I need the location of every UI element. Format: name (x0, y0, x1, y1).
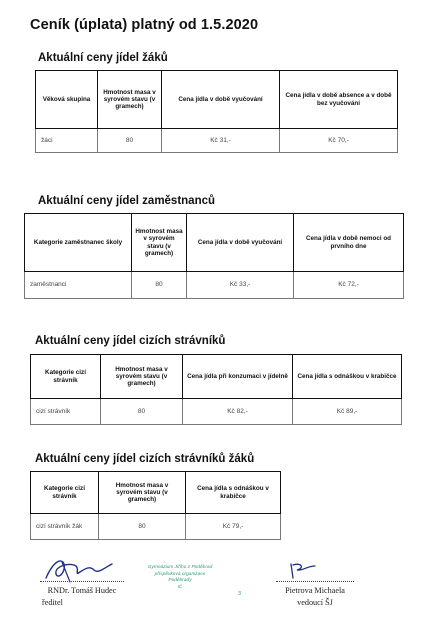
header-meat-weight: Hmotnost masa v syrovém stavu (v gramech) (132, 214, 187, 272)
manager-role: vedoucí ŠJ (297, 597, 333, 607)
document-title: Ceník (úplata) platný od 1.5.2020 (30, 17, 259, 33)
cell-price-school: Kč 31,- (162, 129, 280, 153)
cell-meat-weight: 80 (98, 129, 162, 153)
cell-price-school: Kč 33,- (187, 272, 294, 299)
manager-name: Pietrova Michaela (285, 586, 345, 595)
cell-price-takeaway: Kč 89,- (293, 399, 402, 425)
cell-meat-weight: 80 (99, 514, 186, 540)
header-price-absence: Cena jídla v době absence a v době bez vyučování (280, 71, 398, 129)
header-price-takeaway: Cena jídla s odnáškou v krabičce (186, 472, 281, 514)
header-category: Kategorie cizí strávník (31, 472, 99, 514)
header-age-group: Věková skupina (36, 71, 98, 129)
director-role: ředitel (42, 597, 63, 607)
header-price-dining: Cena jídla při konzumaci v jídelně (183, 355, 293, 399)
director-name: RNDr. Tomáš Hudec (47, 586, 117, 595)
price-table-employees (24, 213, 404, 299)
price-table-external (30, 354, 402, 425)
header-category: Kategorie cizí strávník (31, 355, 101, 399)
header-price-school: Cena jídla v době vyučování (162, 71, 280, 129)
signature-line-right (276, 581, 354, 582)
section-title-employees: Aktuální ceny jídel zaměstnanců (38, 195, 216, 207)
cell-price-dining: Kč 82,- (183, 399, 293, 425)
cell-category: cizí strávník žák (31, 514, 99, 540)
cell-meat-weight: 80 (132, 272, 187, 299)
cell-category: cizí strávník (31, 399, 101, 425)
header-meat-weight: Hmotnost masa v syrovém stavu (v gramech) (101, 355, 183, 399)
header-price-school: Cena jídla v době vyučování (187, 214, 294, 272)
cell-price-takeaway: Kč 79,- (186, 514, 281, 540)
price-table-external-students (30, 471, 281, 540)
header-category: Kategorie zaměstnanec školy (25, 214, 132, 272)
header-meat-weight: Hmotnost masa v syrovém stavu (v gramech) (98, 71, 162, 129)
stamp-number: 3 (238, 591, 242, 597)
cell-category: žáci (36, 129, 98, 153)
section-title-external-students: Aktuální ceny jídel cizích strávníků žáků (35, 453, 255, 465)
manager-signature (285, 560, 325, 582)
header-price-takeaway: Cena jídla s odnáškou v krabičce (293, 355, 402, 399)
section-title-external: Aktuální ceny jídel cizích strávníků (35, 335, 226, 347)
header-price-illness: Cena jídla v době nemoci od prvního dne (294, 214, 404, 272)
header-meat-weight: Hmotnost masa v syrovém stavu (v gramech) (99, 472, 186, 514)
cell-price-absence: Kč 70,- (280, 129, 398, 153)
cell-category: zaměstnanci (25, 272, 132, 299)
school-stamp: Gymnázium Jiřího z Poděbrad příspěvková organizace Poděbrady IČ (147, 565, 213, 591)
section-title-students: Aktuální ceny jídel žáků (38, 52, 168, 64)
signature-line-left (40, 581, 124, 582)
manager-block (270, 585, 360, 609)
director-block (36, 585, 128, 609)
cell-meat-weight: 80 (101, 399, 183, 425)
price-table-students (35, 70, 398, 153)
cell-price-illness: Kč 72,- (294, 272, 404, 299)
